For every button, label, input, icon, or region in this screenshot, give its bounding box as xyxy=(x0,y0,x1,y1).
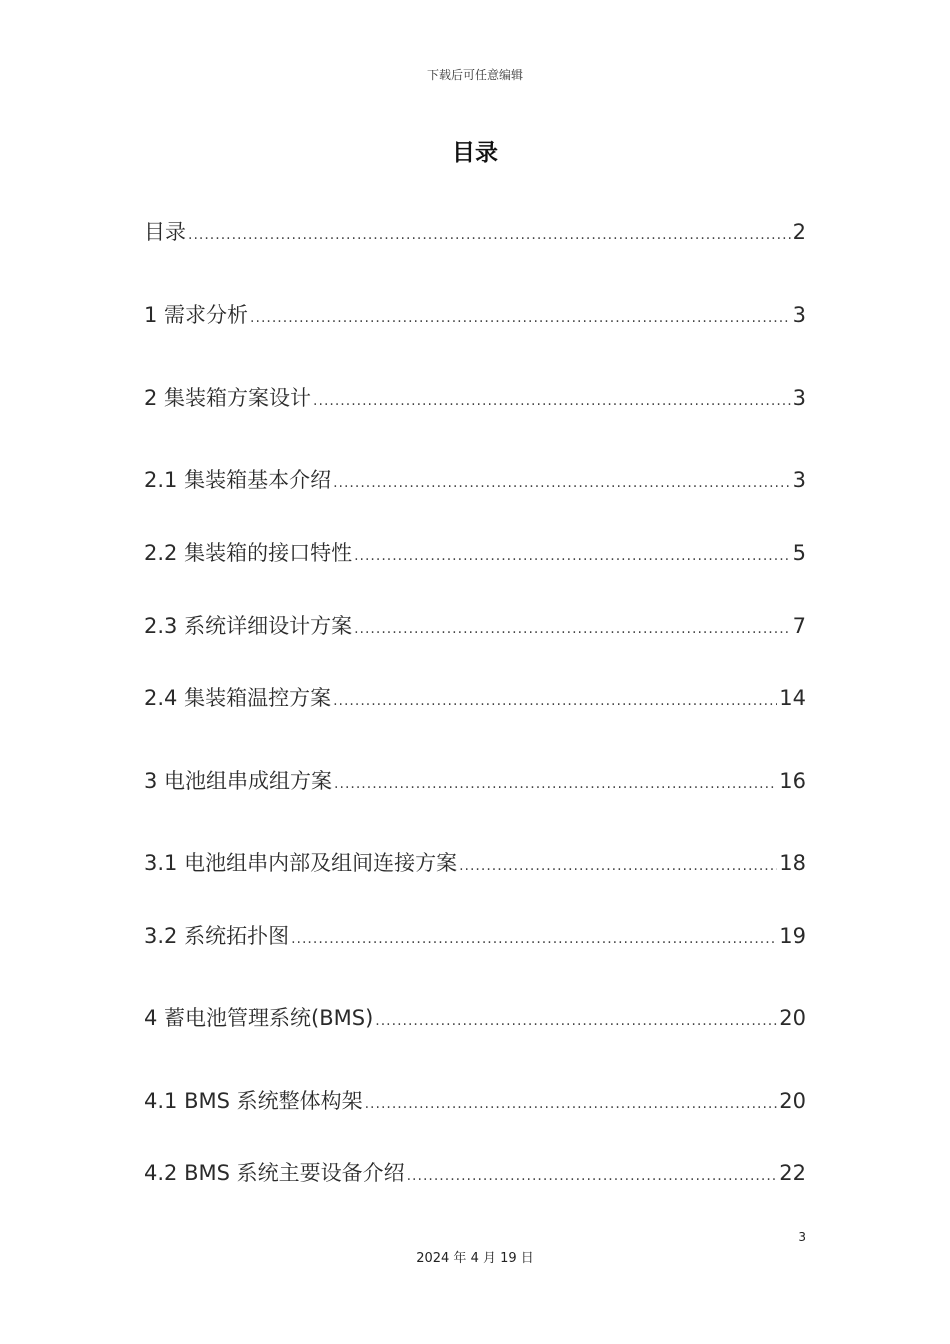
toc-entry-label: 3 电池组串成组方案 xyxy=(144,769,333,793)
toc-entry[interactable] xyxy=(144,216,806,248)
page-title: 目录 xyxy=(452,140,498,166)
toc-leader-dots xyxy=(407,1168,778,1184)
toc-leader-dots xyxy=(365,1096,778,1112)
toc-entry-label: 2.3 系统详细设计方案 xyxy=(144,614,353,638)
toc-entry-page: 22 xyxy=(779,1161,806,1185)
toc-leader-dots xyxy=(354,548,791,564)
toc-leader-dots xyxy=(291,931,777,947)
toc-entry-page: 18 xyxy=(779,851,806,875)
toc-leader-dots xyxy=(334,776,777,792)
toc-entry-label: 1 需求分析 xyxy=(144,303,249,327)
toc-entry-label: 2 集装箱方案设计 xyxy=(144,386,312,410)
toc-entry[interactable] xyxy=(144,682,806,714)
toc-entry-label: 4 蓄电池管理系统(BMS) xyxy=(144,1006,374,1030)
toc-entry-page: 19 xyxy=(779,924,806,948)
toc-entry-page: 2 xyxy=(792,220,806,244)
toc-entry[interactable] xyxy=(144,1085,806,1117)
toc-entry-page: 7 xyxy=(792,614,806,638)
toc-entry[interactable] xyxy=(144,847,806,879)
toc-entry-page: 14 xyxy=(779,686,806,710)
toc-entry-page: 20 xyxy=(779,1089,806,1113)
footer-date: 2024 年 4 月 19 日 xyxy=(416,1251,534,1266)
toc-entry-label: 4.1 BMS 系统整体构架 xyxy=(144,1089,363,1113)
page-header: 下载后可任意编辑 xyxy=(426,68,523,82)
toc-leader-dots xyxy=(250,310,791,326)
toc-entry-label: 2.2 集装箱的接口特性 xyxy=(144,541,353,565)
toc-entry[interactable] xyxy=(144,382,806,414)
toc-leader-dots xyxy=(333,693,777,709)
toc-entry-label: 2.4 集装箱温控方案 xyxy=(144,686,332,710)
table-of-contents xyxy=(144,0,806,1200)
toc-entry[interactable] xyxy=(144,920,806,952)
toc-leader-dots xyxy=(354,621,791,637)
toc-entry-page: 5 xyxy=(792,541,806,565)
toc-entry-page: 3 xyxy=(792,386,806,410)
toc-entry[interactable] xyxy=(144,1157,806,1189)
toc-entry[interactable] xyxy=(144,537,806,569)
toc-entry-page: 3 xyxy=(792,468,806,492)
toc-entry[interactable] xyxy=(144,464,806,496)
toc-entry-page: 3 xyxy=(792,303,806,327)
toc-leader-dots xyxy=(188,227,791,243)
toc-entry[interactable] xyxy=(144,1002,806,1034)
toc-entry[interactable] xyxy=(144,299,806,331)
toc-entry-page: 20 xyxy=(779,1006,806,1030)
toc-leader-dots xyxy=(313,393,791,409)
toc-entry-label: 2.1 集装箱基本介绍 xyxy=(144,468,332,492)
toc-entry-label: 4.2 BMS 系统主要设备介绍 xyxy=(144,1161,405,1185)
toc-entry-page: 16 xyxy=(779,769,806,793)
toc-leader-dots xyxy=(459,858,777,874)
toc-entry-label: 3.2 系统拓扑图 xyxy=(144,924,290,948)
toc-entry-label: 目录 xyxy=(144,220,186,244)
page-number: 3 xyxy=(798,1230,806,1244)
toc-entry[interactable] xyxy=(144,610,806,642)
toc-entry-label: 3.1 电池组串内部及组间连接方案 xyxy=(144,851,458,875)
toc-leader-dots xyxy=(333,475,791,491)
toc-leader-dots xyxy=(375,1013,777,1029)
toc-entry[interactable] xyxy=(144,765,806,797)
